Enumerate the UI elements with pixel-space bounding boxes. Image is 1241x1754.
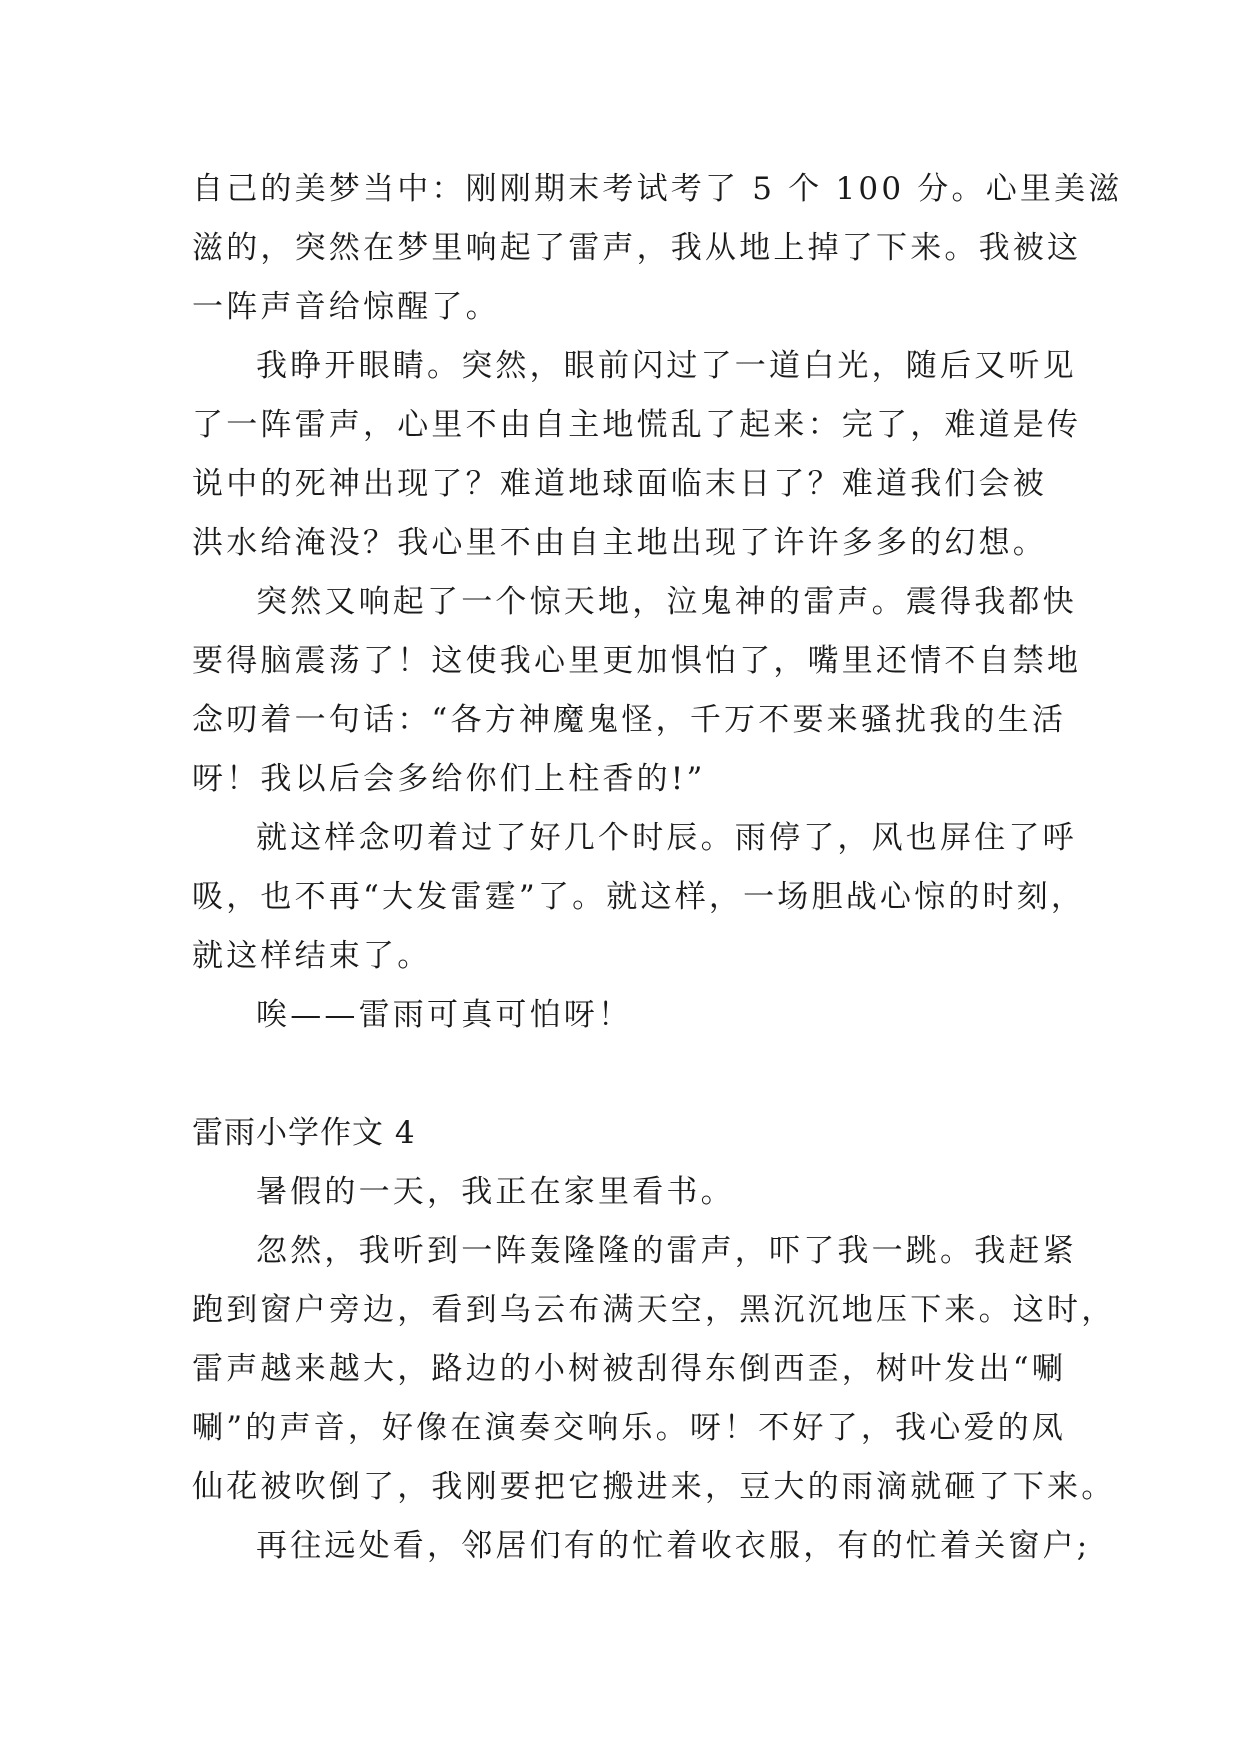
text-line: 跑到窗户旁边，看到乌云布满天空，黑沉沉地压下来。这时， [192,1292,1116,1328]
text-line: 说中的死神出现了？难道地球面临末日了？难道我们会被 [192,466,1047,502]
text-line: 雷声越来越大，路边的小树被刮得东倒西歪，树叶发出“唰 [192,1351,1067,1387]
document-page [192,160,1123,1576]
text-line: 呀！我以后会多给你们上柱香的!” [192,761,706,797]
paragraph-start: 再往远处看，邻居们有的忙着收衣服，有的忙着关窗户; [256,1528,1091,1564]
text-line: 了一阵雷声，心里不由自主地慌乱了起来：完了，难道是传 [192,407,1082,443]
paragraph-start: 就这样念叨着过了好几个时辰。雨停了，风也屏住了呼 [256,820,1077,856]
paragraph-start: 暑假的一天，我正在家里看书。 [256,1174,735,1210]
text-line: 自己的美梦当中：刚刚期末考试考了 5 个 100 分。心里美滋 [192,171,1123,207]
section-gap [192,1045,1050,1104]
paragraph-start: 唉——雷雨可真可怕呀！ [256,997,633,1033]
text-line: 仙花被吹倒了，我刚要把它搬进来，豆大的雨滴就砸了下来。 [192,1469,1116,1505]
text-line: 唰”的声音，好像在演奏交响乐。呀！不好了，我心爱的凤 [192,1410,1067,1446]
text-line: 就这样结束了。 [192,938,432,974]
text-line: 要得脑震荡了！这使我心里更加惧怕了，嘴里还情不自禁地 [192,643,1082,679]
paragraph-start: 忽然，我听到一阵轰隆隆的雷声，吓了我一跳。我赶紧 [256,1233,1077,1269]
text-line: 洪水给淹没？我心里不由自主地出现了许许多多的幻想。 [192,525,1047,561]
paragraph-start: 我睁开眼睛。突然，眼前闪过了一道白光，随后又听见 [256,348,1077,384]
text-line: 一阵声音给惊醒了。 [192,289,500,325]
text-line: 滋的，突然在梦里响起了雷声，我从地上掉了下来。我被这 [192,230,1082,266]
section-heading: 雷雨小学作文 4 [192,1115,416,1151]
paragraph-start: 突然又响起了一个惊天地，泣鬼神的雷声。震得我都快 [256,584,1077,620]
text-line: 吸，也不再“大发雷霆”了。就这样，一场胆战心惊的时刻， [192,879,1086,915]
text-line: 念叨着一句话：“各方神魔鬼怪，千万不要来骚扰我的生活 [192,702,1067,738]
